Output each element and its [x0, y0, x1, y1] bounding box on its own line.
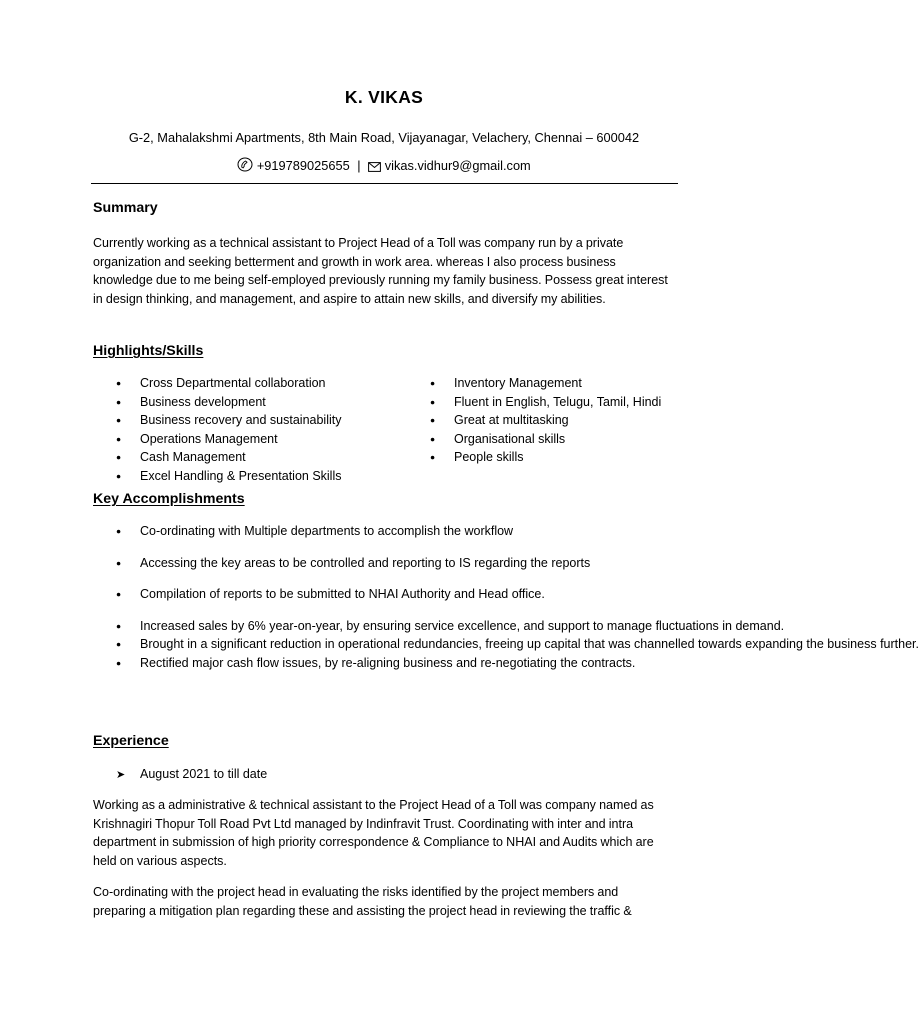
list-item: ● Excel Handling & Presentation Skills [116, 467, 342, 486]
phone-number: +919789025655 [256, 158, 350, 173]
contact-separator: | [357, 158, 361, 173]
address: G-2, Mahalakshmi Apartments, 8th Main Road, Vijayanagar, Velachery, Chennai – 600042 [128, 130, 640, 145]
experience-paragraph-1: Working as a administrative & technical assistant to the Project Head of a Toll was company named as Krishnagiri Thopur Toll Road Pvt Ltd managed by Indinfravit Trust. Coordinating with inter and intra department in submission of high priority correspondence & Compliance to NHAI and Audits which are held on various aspects. [93, 798, 654, 869]
list-item: ● Cash Management [116, 448, 342, 467]
list-item: ● Accessing the key areas to be controlled and reporting to IS regarding the reports [116, 554, 676, 573]
list-item: ● Great at multitasking [430, 411, 661, 430]
list-item: ● People skills [430, 448, 661, 467]
header-divider [91, 183, 678, 184]
skills-list-left [116, 374, 342, 486]
list-item: ● Business development [116, 393, 342, 412]
accomplishments-list [116, 522, 919, 673]
skills-heading: Highlights/Skills [93, 343, 204, 359]
mail-icon [368, 159, 381, 178]
experience-date-item [116, 765, 267, 785]
list-item: ● Cross Departmental collaboration [116, 374, 342, 393]
candidate-name: K. VIKAS [344, 87, 424, 107]
experience-date: August 2021 to till date [140, 767, 268, 781]
list-item: ● Business recovery and sustainability [116, 411, 342, 430]
list-item: ● Compilation of reports to be submitted to NHAI Authority and Head office. [116, 585, 676, 604]
list-item: ● Organisational skills [430, 430, 661, 449]
accomplishments-heading: Key Accomplishments [93, 491, 245, 507]
experience-paragraph-2: Co-ordinating with the project head in evaluating the risks identified by the project members and preparing a mitigation plan regarding these and assisting the project head in reviewing the traffic & [93, 885, 632, 918]
arrow-bullet-icon: ➤ [116, 769, 126, 781]
list-item: ● Fluent in English, Telugu, Tamil, Hindi [430, 393, 661, 412]
email-address: vikas.vidhur9@gmail.com [384, 158, 531, 173]
skills-list-right [430, 374, 661, 467]
list-item: ● Rectified major cash flow issues, by re-aligning business and re-negotiating the contracts. [116, 654, 676, 673]
summary-heading: Summary [93, 200, 158, 216]
list-item: ● Co-ordinating with Multiple departments to accomplish the workflow [116, 522, 676, 541]
list-item: ● Brought in a significant reduction in operational redundancies, freeing up capital that was channelled towards expanding the business further. [116, 635, 676, 654]
list-item: ● Increased sales by 6% year-on-year, by ensuring service excellence, and support to manage fluctuations in demand. [116, 617, 676, 636]
summary-text: Currently working as a technical assistant to Project Head of a Toll was company run by a private organization and seeking betterment and growth in work area. whereas I also process business knowledge due to me being self-employed previously running my family business. Possess great interest in design thinking, and management, and aspire to attain new skills, and diversify my abilities. [93, 236, 668, 307]
list-item: ● Operations Management [116, 430, 342, 449]
phone-icon [237, 157, 253, 178]
contact-line [0, 157, 768, 178]
list-item: ● Inventory Management [430, 374, 661, 393]
experience-heading: Experience [93, 733, 169, 749]
